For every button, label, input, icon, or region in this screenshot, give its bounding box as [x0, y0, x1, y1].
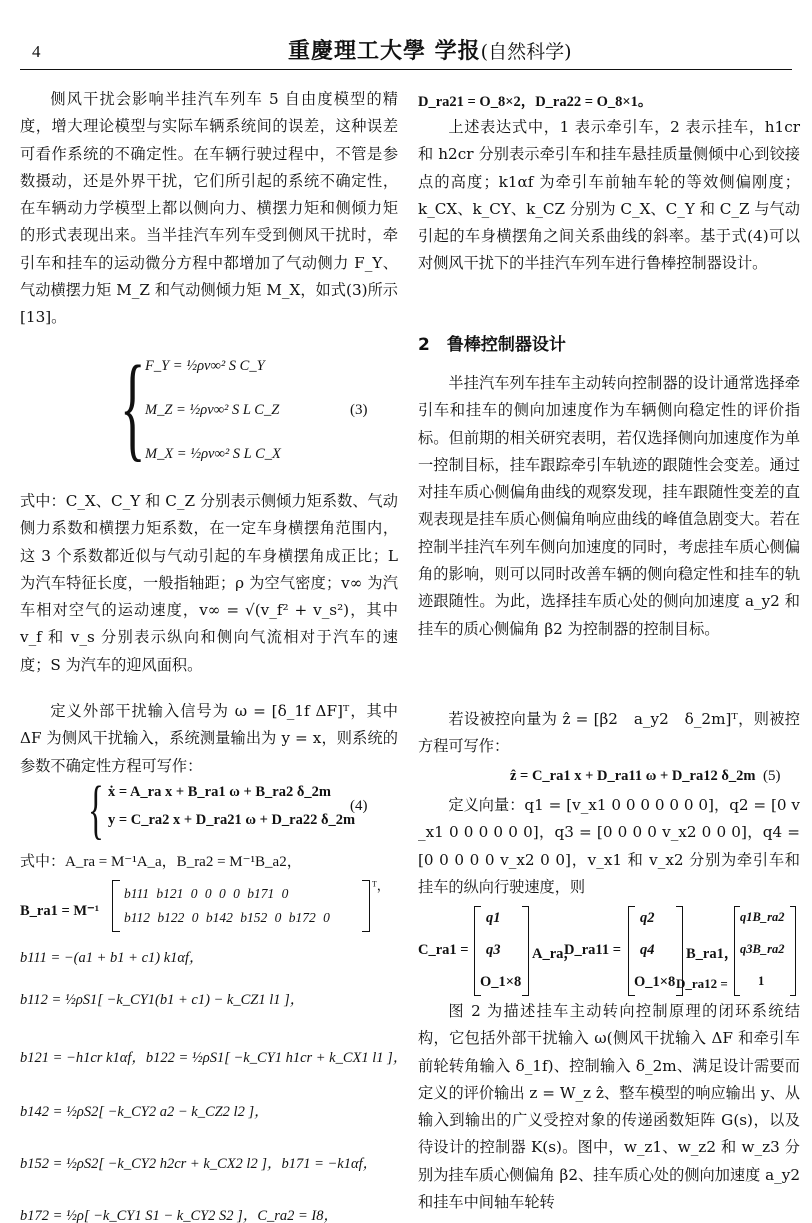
dra11-label: D_ra11 = — [564, 942, 621, 958]
page-number: 4 — [32, 42, 41, 61]
eq3-line-1: F_Y = ½ρv∞² S C_Y — [145, 358, 265, 374]
dra12-entry-3: 1 — [758, 974, 765, 988]
eq4-number: (4) — [350, 798, 368, 814]
bra1-label: B_ra1 = M⁻¹ — [20, 903, 100, 919]
cra1-right-bracket — [522, 906, 529, 996]
cra1-entry-3: O_1×8 — [480, 974, 522, 990]
cra1-label: C_ra1 = — [418, 942, 469, 958]
eq3-number: (3) — [350, 402, 368, 418]
dra12-right-bracket — [790, 906, 796, 996]
eq4-left-brace: { — [88, 773, 104, 846]
cra1-entry-2: q3 — [486, 942, 501, 958]
dra11-entry-1: q2 — [640, 910, 655, 926]
bra1-row-1: b111 b121 0 0 0 0 b171 0 — [124, 886, 289, 901]
section-heading-2: 2 鲁棒控制器设计 — [418, 335, 566, 355]
dra11-tail: B_ra1， — [686, 946, 739, 962]
eq4-line-2: y = C_ra2 x + D_ra21 ω + D_ra22 δ_2m — [108, 812, 356, 828]
page-header — [20, 18, 792, 70]
bra1-transpose: ᵀ， — [372, 878, 390, 893]
b142-def: b142 = ½ρS2[ −k_CY2 a2 − k_CZ2 l2 ]， — [20, 1104, 269, 1120]
eq3-left-brace: { — [120, 341, 146, 472]
where-definitions: 式中：A_ra = M⁻¹A_a，B_ra2 = M⁻¹B_a2， — [20, 854, 302, 870]
eq5-number: (5) — [763, 768, 781, 784]
left-paragraph-3: 定义外部干扰输入信号为 ω = [δ_1f ΔF]ᵀ，其中 ΔF 为侧风干扰输入，系统测量输出为 y = x，则系统的参数不确定性方程可写作： — [20, 702, 398, 775]
eq3-line-3: M_X = ½ρv∞² S L C_X — [145, 446, 281, 462]
right-paragraph-1: 上述表达式中，1 表示牵引车，2 表示挂车，h1cr 和 h2cr 分别表示牵引车和挂车悬挂质量侧倾中心到铰接点的高度；k1αf 为牵引车前轴车轮的等效侧偏刚度；k_CX、k_CY、k_CZ 分别为 C_X、C_Y 和 C_Z 与气动引起的车身横摆角之间关系曲线的斜率。基于式(4)可以对侧风干扰下的半挂汽车列车进行鲁棒控制器设计。 — [418, 118, 800, 273]
b111-def: b111 = −(a1 + b1 + c1) k1αf， — [20, 950, 204, 966]
bra1-left-bracket — [112, 880, 120, 932]
dra11-entry-2: q4 — [640, 942, 655, 958]
dra21-dra22-def: D_ra21 = O_8×2，D_ra22 = O_8×1。 — [418, 94, 653, 110]
dra12-entry-2: q3B_ra2 — [740, 942, 785, 956]
right-paragraph-2: 半挂汽车列车挂车主动转向控制器的设计通常选择牵引车和挂车的侧向加速度作为车辆侧向稳定性的评价指标。但前期的相关研究表明，若仅选择侧向加速度作为单一控制目标，挂车跟踪牵引车轨迹的跟随性会变差。通过对挂车质心侧偏角曲线的观察发现，挂车跟随性变差的直观表现是挂车质心侧偏角响应曲线的峰值急剧变大。若在控制半挂汽车列车侧向加速度的同时，考虑挂车质心侧偏角的影响，则可以同时改善车辆的侧向稳定性和挂车的轨迹跟随性。为此，选择挂车质心处的侧向加速度 a_y2 和挂车的质心侧偏角 β2 为控制器的控制目标。 — [418, 374, 800, 638]
left-paragraph-1: 侧风干扰会影响半挂汽车列车 5 自由度模型的精度，增大理论模型与实际车辆系统间的误差，这种误差可看作系统的不确定性。在车辆行驶过程中，不管是参数摄动，还是外界干扰，它们所引起的系统不确定性，在车辆动力学模型上都以侧向力、横摆力矩和侧倾力矩的形式表现出来。当半挂汽车列车受到侧风干扰时，牵引车和挂车的运动微分方程中都增加了气动侧力 F_Y、气动横摆力矩 M_Z 和气动侧倾力矩 M_X，如式(3)所示[13]。 — [20, 90, 398, 327]
b172-cra2-def: b172 = ½ρ[ −k_CY1 S1 − k_CY2 S2 ]，C_ra2 = I8， — [20, 1208, 338, 1223]
b112-def: b112 = ½ρS1[ −k_CY1(b1 + c1) − k_CZ1 l1 ]， — [20, 992, 305, 1008]
bra1-row-2: b112 b122 0 b142 b152 0 b172 0 — [124, 910, 330, 925]
bra1-right-bracket — [362, 880, 370, 932]
left-paragraph-2: 式中：C_X、C_Y 和 C_Z 分别表示侧倾力矩系数、气动侧力系数和横摆力矩系数，在一定车身横摆角范围内，这 3 个系数都近似与气动引起的车身横摆角成正比；L 为汽车特征长度，一般指轴距；ρ 为空气密度；v∞ 为汽车相对空气的运动速度，v∞ = √(v_f² + v_s²)，其中 v_f 和 v_s 分别表示纵向和侧向气流相对于汽车的速度；S 为汽车的迎风面积。 — [20, 492, 398, 674]
right-paragraph-3: 若设被控向量为 ẑ = [β2 a_y2 δ_2m]ᵀ，则被控方程可写作： — [418, 710, 800, 756]
journal-name: 重慶理工大學 学报 — [288, 38, 481, 64]
cra1-tail: A_ra， — [532, 946, 578, 962]
cra1-entry-1: q1 — [486, 910, 501, 926]
dra12-entry-1: q1B_ra2 — [740, 910, 785, 924]
dra11-entry-3: O_1×8 — [634, 974, 676, 990]
eq3-line-2: M_Z = ½ρv∞² S L C_Z — [145, 402, 280, 418]
b152-b171-def: b152 = ½ρS2[ −k_CY2 h2cr + k_CX2 l2 ]，b171 = −k1αf， — [20, 1156, 378, 1172]
right-paragraph-5: 图 2 为描述挂车主动转向控制原理的闭环系统结构，它包括外部干扰输入 ω(侧风干扰输入 ΔF 和牵引车前轮转角输入 δ_1f)、控制输入 δ_2m、满足设计需要而定义的评价输出 z = W_z ẑ、整车模型的响应输出 y、从输入到输出的广义受控对象的传递函数矩阵 G(s)，以及待设计的控制器 K(s)。图中，w_z1、w_z2 和 w_z3 分别为挂车质心侧偏角 β2、挂车质心处的侧向加速度 a_y2 和挂车中间轴车轮转 — [418, 1002, 800, 1212]
eq4-line-1: ẋ = A_ra x + B_ra1 ω + B_ra2 δ_2m — [108, 784, 331, 800]
eq5-line: ẑ = C_ra1 x + D_ra11 ω + D_ra12 δ_2m — [510, 768, 756, 784]
journal-title — [288, 34, 572, 65]
journal-subtitle: (自然科学) — [480, 41, 572, 63]
right-paragraph-4: 定义向量：q1 = [v_x1 0 0 0 0 0 0 0]，q2 = [0 v_x1 0 0 0 0 0 0]，q3 = [0 0 0 0 v_x2 0 0 0]，q4 = [0 0 0 0 0 v_x2 0 0]，v_x1 和 v_x2 分别为牵引车和挂车的纵向行驶速度，则 — [418, 796, 800, 896]
dra12-label: D_ra12 = — [676, 976, 728, 991]
b121-b122-def: b121 = −h1cr k1αf，b122 = ½ρS1[ −k_CY1 h1cr + k_CX1 l1 ]， — [20, 1050, 408, 1066]
